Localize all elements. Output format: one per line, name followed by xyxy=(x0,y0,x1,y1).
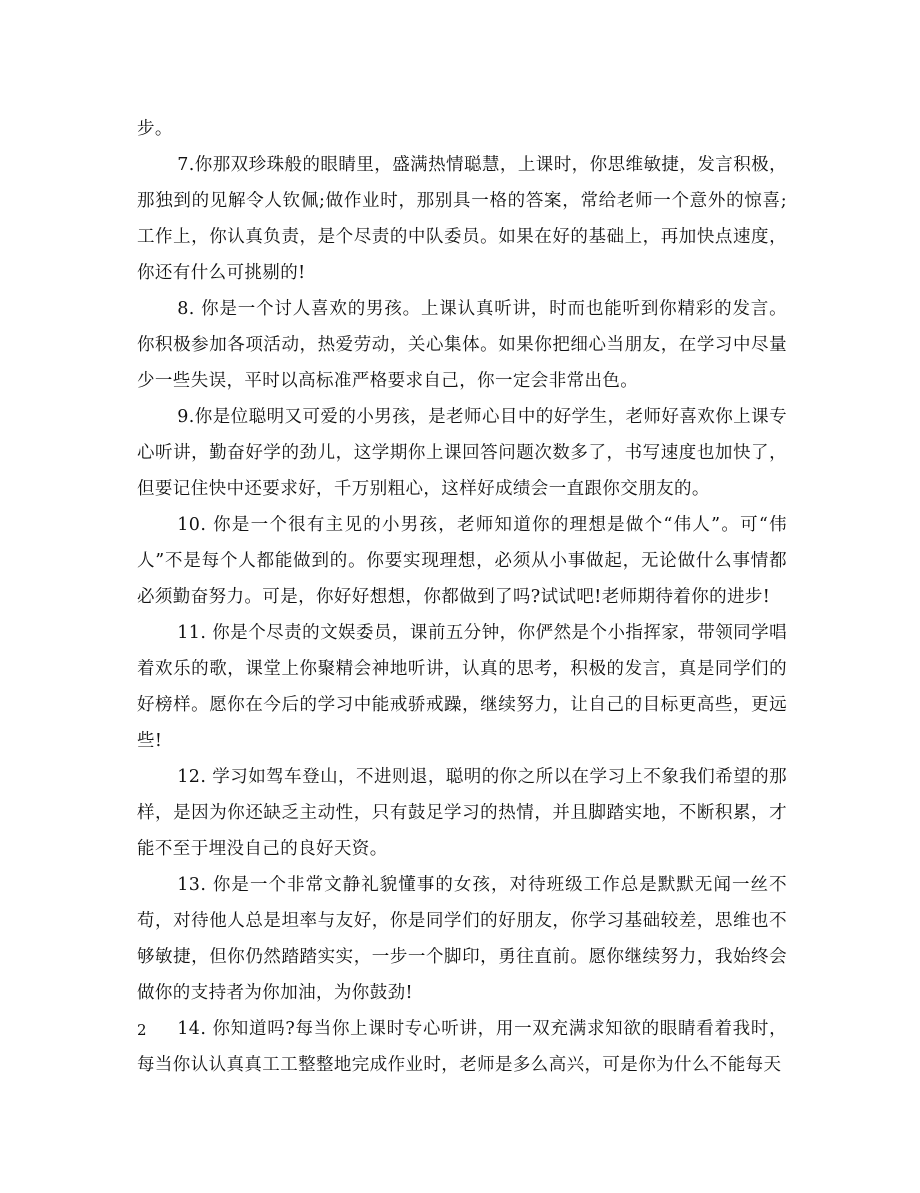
paragraph-item-14: 14. 你知道吗?每当你上课时专心听讲，用一双充满求知欲的眼睛看着我时，每当你认认真真工工整整地完成作业时，老师是多么高兴，可是你为什么不能每天 xyxy=(137,1019,787,1075)
paragraph-item-13: 13. 你是一个非常文静礼貌懂事的女孩，对待班级工作总是默默无闻一丝不苟，对待他人总是坦率与友好，你是同学们的好朋友，你学习基础较差，思维也不够敏捷，但你仍然踏踏实实，一步一个脚印，勇往直前。愿你继续努力，我始终会做你的支持者为你加油，为你鼓劲! xyxy=(137,875,787,1003)
document-body xyxy=(137,111,787,1083)
page-number: 2 xyxy=(137,1021,147,1039)
paragraph-item-12: 12. 学习如驾车登山，不进则退，聪明的你之所以在学习上不象我们希望的那样，是因为你还缺乏主动性，只有鼓足学习的热情，并且脚踏实地，不断积累，才能不至于埋没自己的良好天资。 xyxy=(137,767,787,859)
paragraph-item-9: 9.你是位聪明又可爱的小男孩，是老师心目中的好学生，老师好喜欢你上课专心听讲，勤奋好学的劲儿，这学期你上课回答问题次数多了，书写速度也加快了，但要记住快中还要求好，千万别粗心，这样好成绩会一直跟你交朋友的。 xyxy=(137,407,787,499)
paragraph-item-8: 8. 你是一个讨人喜欢的男孩。上课认真听讲，时而也能听到你精彩的发言。你积极参加各项活动，热爱劳动，关心集体。如果你把细心当朋友，在学习中尽量少一些失误，平时以高标准严格要求自己，你一定会非常出色。 xyxy=(137,299,787,391)
paragraph-item-7: 7.你那双珍珠般的眼睛里，盛满热情聪慧，上课时，你思维敏捷，发言积极，那独到的见解令人钦佩;做作业时，那别具一格的答案，常给老师一个意外的惊喜;工作上，你认真负责，是个尽责的中队委员。如果在好的基础上，再加快点速度，你还有什么可挑剔的! xyxy=(137,155,787,283)
paragraph-item-10: 10. 你是一个很有主见的小男孩，老师知道你的理想是做个“伟人”。可“伟人”不是每个人都能做到的。你要实现理想，必须从小事做起，无论做什么事情都必须勤奋努力。可是，你好好想想，你都做到了吗?试试吧!老师期待着你的进步! xyxy=(137,515,787,607)
paragraph-item-11: 11. 你是个尽责的文娱委员，课前五分钟，你俨然是个小指挥家，带领同学唱着欢乐的歌，课堂上你聚精会神地听讲，认真的思考，积极的发言，真是同学们的好榜样。愿你在今后的学习中能戒骄戒躁，继续努力，让自己的目标更高些，更远些! xyxy=(137,623,787,751)
paragraph-continuation: 步。 xyxy=(137,119,173,139)
